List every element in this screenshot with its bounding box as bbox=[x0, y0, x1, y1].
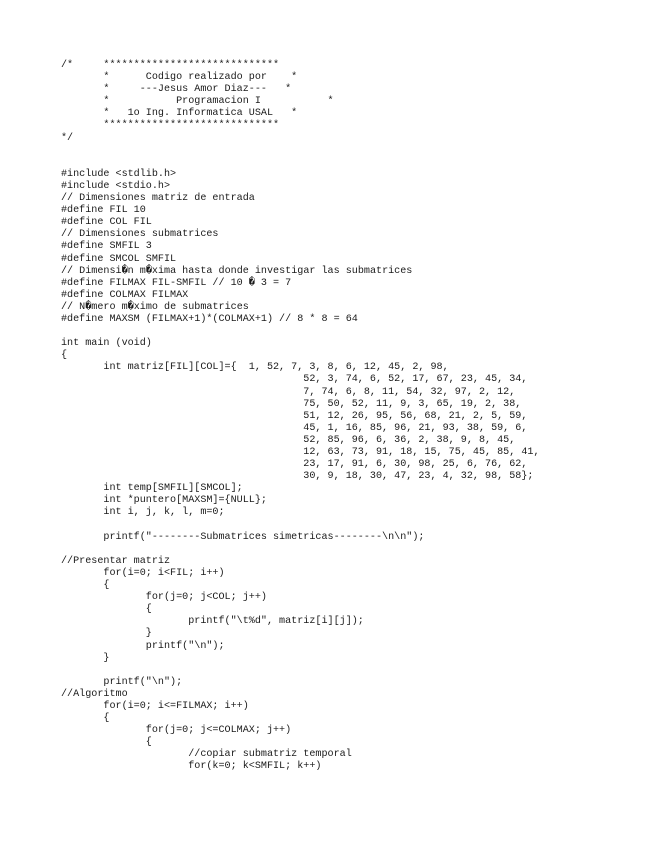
code-line: printf("--------Submatrices simetricas--------\n\n"); bbox=[61, 531, 425, 543]
code-line: #define FILMAX FIL-SMFIL // 10 � 3 = 7 bbox=[61, 277, 292, 289]
code-line: for(i=0; i<FIL; i++) bbox=[61, 567, 225, 579]
code-line: //copiar submatriz temporal bbox=[61, 749, 352, 761]
code-line: int main (void) bbox=[61, 338, 152, 350]
code-line bbox=[61, 665, 540, 677]
code-line bbox=[61, 145, 540, 157]
code-line: for(k=0; k<SMFIL; k++) bbox=[61, 761, 322, 773]
code-line: #define COL FIL bbox=[61, 217, 152, 229]
code-line: int *puntero[MAXSM]={NULL}; bbox=[61, 495, 267, 507]
code-line: int temp[SMFIL][SMCOL]; bbox=[61, 483, 243, 495]
code-line: #define SMCOL SMFIL bbox=[61, 253, 177, 265]
code-line: #define COLMAX FILMAX bbox=[61, 289, 189, 301]
code-line bbox=[61, 544, 540, 556]
code-line: 52, 85, 96, 6, 36, 2, 38, 9, 8, 45, bbox=[61, 434, 516, 446]
code-line: // Dimensiones matriz de entrada bbox=[61, 193, 255, 205]
code-line: /* ***************************** bbox=[61, 60, 280, 71]
code-line: * ---Jesus Amor Diaz--- * bbox=[61, 84, 292, 96]
code-line: } bbox=[61, 628, 152, 640]
code-line: 12, 63, 73, 91, 18, 15, 75, 45, 85, 41, bbox=[61, 447, 540, 458]
code-line: //Algoritmo bbox=[61, 688, 128, 700]
code-line: * Codigo realizado por * bbox=[61, 72, 298, 84]
code-line: { bbox=[61, 580, 110, 592]
code-line: 75, 50, 52, 11, 9, 3, 65, 19, 2, 38, bbox=[61, 398, 522, 410]
code-line: // Dimensi�n m�xima hasta donde investigar las submatrices bbox=[61, 265, 413, 277]
code-line: // Dimensiones submatrices bbox=[61, 229, 219, 241]
code-line: 52, 3, 74, 6, 52, 17, 67, 23, 45, 34, bbox=[61, 374, 528, 386]
code-line: { bbox=[61, 604, 152, 616]
code-line: printf("\t%d", matriz[i][j]); bbox=[61, 616, 364, 628]
code-line: 51, 12, 26, 95, 56, 68, 21, 2, 5, 59, bbox=[61, 410, 528, 422]
code-line: //Presentar matriz bbox=[61, 555, 171, 567]
code-line: { bbox=[61, 713, 110, 725]
code-line bbox=[61, 157, 540, 169]
code-line: { bbox=[61, 350, 68, 362]
code-line: #include <stdio.h> bbox=[61, 180, 171, 192]
code-line: int matriz[FIL][COL]={ 1, 52, 7, 3, 8, 6, 12, 45, 2, 98, bbox=[61, 362, 449, 374]
code-line: printf("\n"); bbox=[61, 676, 183, 688]
code-line: #include <stdlib.h> bbox=[61, 168, 177, 180]
code-line: */ bbox=[61, 132, 74, 144]
code-line: #define MAXSM (FILMAX+1)*(COLMAX+1) // 8 * 8 = 64 bbox=[61, 313, 358, 325]
code-line: printf("\n"); bbox=[61, 640, 225, 652]
code-line: #define SMFIL 3 bbox=[61, 241, 152, 253]
code-line: 45, 1, 16, 85, 96, 21, 93, 38, 59, 6, bbox=[61, 422, 528, 434]
code-line bbox=[61, 520, 540, 532]
code-line: 23, 17, 91, 6, 30, 98, 25, 6, 76, 62, bbox=[61, 459, 528, 471]
code-line: } bbox=[61, 652, 110, 664]
code-line: { bbox=[61, 737, 152, 749]
code-line: 30, 9, 18, 30, 47, 23, 4, 32, 98, 58}; bbox=[61, 471, 534, 483]
code-line bbox=[61, 326, 540, 338]
code-line: ***************************** bbox=[61, 120, 280, 132]
code-line: int i, j, k, l, m=0; bbox=[61, 507, 225, 519]
code-line: for(i=0; i<=FILMAX; i++) bbox=[61, 700, 249, 712]
source-code-listing bbox=[61, 60, 540, 774]
code-line: * 1o Ing. Informatica USAL * bbox=[61, 108, 298, 120]
code-line: * Programacion I * bbox=[61, 96, 334, 108]
code-line: #define FIL 10 bbox=[61, 205, 146, 217]
code-line: 7, 74, 6, 8, 11, 54, 32, 97, 2, 12, bbox=[61, 386, 516, 398]
code-line: for(j=0; j<COL; j++) bbox=[61, 592, 267, 604]
code-line: // N�mero m�ximo de submatrices bbox=[61, 301, 249, 313]
code-line: for(j=0; j<=COLMAX; j++) bbox=[61, 725, 292, 737]
